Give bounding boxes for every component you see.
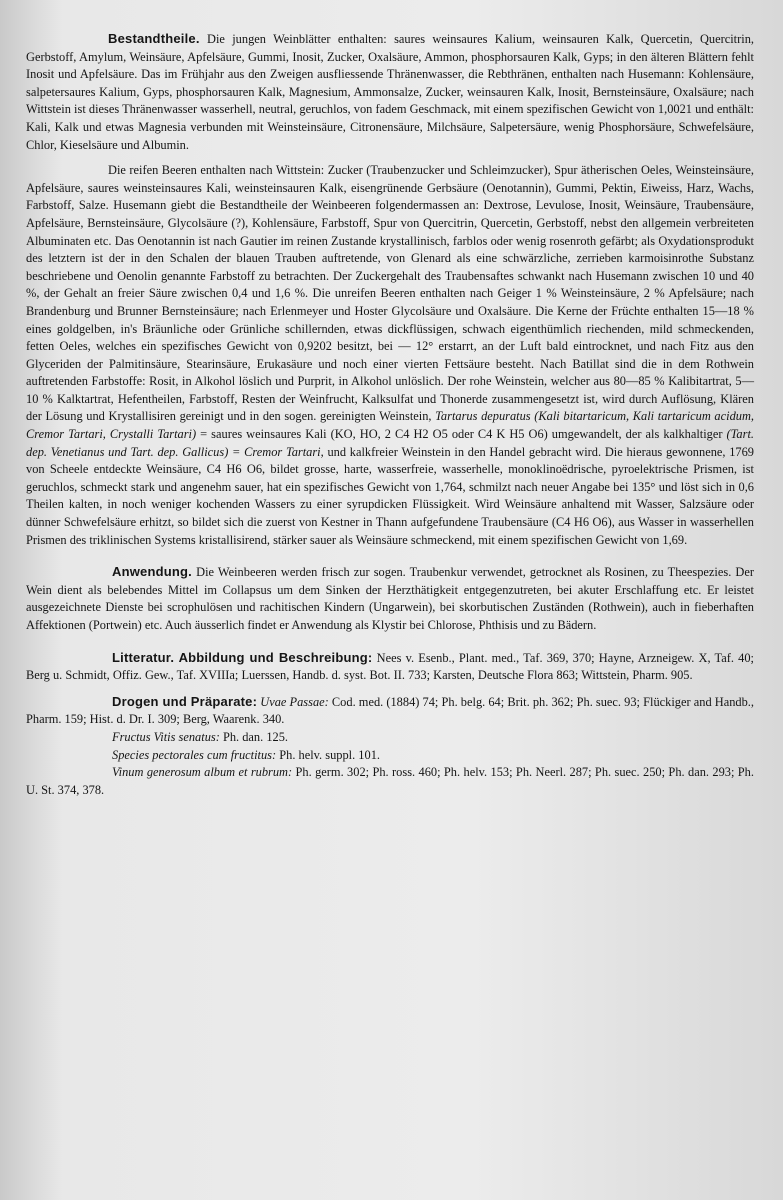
document-body bbox=[26, 30, 754, 799]
paragraph-litteratur bbox=[26, 649, 754, 685]
text-beeren-latin-1: Tartarus depuratus (Kali bitartaricum, Kali tartaricum acidum, Cremor Tartari, Crystalli Tartari) bbox=[26, 409, 755, 442]
label-uvae-passae: Uvae Passae: bbox=[260, 694, 329, 709]
label-species-pectorales: Species pectorales cum fructitus: bbox=[112, 747, 277, 762]
heading-litteratur: Litteratur. Abbildung und Beschreibung: bbox=[112, 649, 373, 665]
label-vinum-generosum: Vinum generosum album et rubrum: bbox=[112, 765, 293, 780]
text-fructus-vitis: Ph. dan. 125. bbox=[222, 729, 289, 744]
heading-anwendung: Anwendung. bbox=[112, 564, 192, 580]
paragraph-drogen bbox=[26, 693, 754, 729]
text-species-pectorales: Ph. helv. suppl. 101. bbox=[279, 747, 380, 762]
text-uvae-passae: Cod. med. (1884) 74; Ph. belg. 64; Brit. ph. 362; Ph. suec. 93; Flückiger and Handb., Pharm. 159; Hist. d. Dr. I. 309; Berg, Waarenk. 340. bbox=[26, 694, 754, 727]
text-beeren-part-a: Die reifen Beeren enthalten nach Wittstein: Zucker (Traubenzucker und Schleimzucker), Spur ätherischen Oeles, Weinsteinsäure, Apfelsäure, saures weinsteinsaures Kali, weinsteinsauren Kalk, eisengrünende Gerbsäure (Oenotannin), Gummi, Pektin, Eiweiss, Harz, Wachs, Farbstoff, Salze. Husemann giebt die Bestandtheile der Weinbeeren folgendermassen an: Dextrose, Levulose, Inosit, Weinsäure, Traubensäure, Apfelsäure, Bernsteinsäure, Glycolsäure (?), Kohlensäure, Farbstoff, Spur von Quercitrin, Quercetin, Gerbstoff, nebst den allgemein verbreiteten Albuminaten etc. Das Oenotannin ist nach Gautier im reinen Zustande krystallinisch, farblos oder wenig rosenroth gefärbt; als Oxydationsprodukt des letztern ist der in den Schalen der blauen Trauben auftretende, von Glenard als eine schwärzliche, zerrieben karmoisinrothe Substanz beschriebene und Oenolin genannte Farbstoff zu betrachten. Der Zuckergehalt des Traubensaftes schwankt nach Husemann zwischen 10 und 40 %, der Gehalt an freier Säure zwischen 0,4 und 1,6 %. Die unreifen Beeren enthalten nach Geiger 1 % Weinsteinsäure, 2 % Apfelsäure; nach Brandenburg und Brunner Bernsteinsäure; nach Erlenmeyer und Hoster Glycolsäure und Oxalsäure. Die Kerne der Früchte enthalten 15—18 % eines goldgelben, in's Bräunliche oder Grünliche schillernden, etwas dickflüssigen, schwach eigenthümlich riechenden, mild schmeckenden, fetten Oeles, welches ein spezifisches Gewicht von 0,9202 besitzt, bei — 12° erstarrt, an der Luft bald eintrocknet, und nach Fitz aus den Glyceriden der Palmitinsäure, Stearinsäure, Erukasäure und noch einer vierten Fettsäure besteht. Nach Batillat sind die in dem Rothwein auftretenden Farbstoffe: Rosit, in Alkohol löslich und Purprit, in Alkohol unlöslich. Der rohe Weinstein, welcher aus 80—85 % Kalibitartrat, 5—10 % Kalktartrat, Hefentheilen, Farbstoff, Resten der Weinfrucht, Kalksulfat und Thonerde zusammengesetzt ist, wird durch Auflösung, Klären der Lösung und Krystallisiren gereinigt und in den sogen. gereinigten Weinstein, bbox=[26, 163, 754, 424]
text-beeren-latin-2: (Tart. dep. Venetianus und Tart. dep. Gallicus) = Cremor Tartari, bbox=[26, 427, 754, 459]
text-vinum-generosum: Ph. germ. 302; Ph. ross. 460; Ph. helv. 153; Ph. Neerl. 287; Ph. suec. 250; Ph. dan. 293; Ph. U. St. 374, 378. bbox=[26, 765, 754, 797]
label-fructus-vitis: Fructus Vitis senatus: bbox=[112, 729, 220, 744]
text-anwendung: Die Weinbeeren werden frisch zur sogen. Traubenkur verwendet, getrocknet als Rosinen, zu Theespezies. Der Wein dient als belebendes Mittel im Collapsus um dem Sinken der Herzthätigkeit entgegenzutreten, bei akuter Erschlaffung etc. Er leistet ausgezeichnete Dienste bei scrophulösen und rachitischen Kindern (Ungarwein), bei skorbutischen Zuständen (Rothwein), auch in fieberhaften Affektionen (Portwein) etc. Auch äusserlich findet er Anwendung als Klystir bei Chlorose, Phthisis und zu Bädern. bbox=[26, 565, 754, 632]
paragraph-beeren bbox=[26, 162, 754, 549]
paragraph-anwendung bbox=[26, 563, 754, 634]
entry-species-pectorales bbox=[26, 747, 754, 765]
heading-drogen: Drogen und Präparate: bbox=[112, 693, 258, 709]
text-litteratur: Nees v. Esenb., Plant. med., Taf. 369, 370; Hayne, Arzneigew. X, Taf. 40; Berg u. Schmidt, Offiz. Gew., Taf. XVIIIa; Luerssen, Handb. d. syst. Bot. II. 733; Karsten, Deutsche Flora 863; Wittstein, Pharm. 905. bbox=[26, 650, 754, 683]
text-beeren-part-c: und kalkfreier Weinstein in den Handel gebracht wird. Die hieraus gewonnene, 1769 von Scheele entdeckte Weinsäure, C4 H6 O6, bildet grosse, harte, wasserfreie, wasserhelle, monoklinoëdrische, pyroelektrische Prismen, ist geruchlos, schmeckt stark und angenehm sauer, hat ein spezifisches Gewicht von 1,764, schmilzt nach neuer Angabe bei 135° und löst sich in 0,6 Theilen kalten, in noch weniger kochenden Wassers zu einer syrupdicken Flüssigkeit. Wird Weinsäure anhaltend mit Wasser, Salzsäure oder dünner Schwefelsäure erhitzt, so bildet sich die zuerst von Kestner in Thann aufgefundene Traubensäure (C4 H6 O6), aus Wasser in wasserhellen Prismen des triklinischen Systems kristallisirend, stärker sauer als Weinsäure schmeckend, mit einem spezifischen Gewicht von 1,69. bbox=[26, 444, 754, 547]
heading-bestandtheile: Bestandtheile. bbox=[108, 31, 200, 46]
text-beeren-part-b: = saures weinsaures Kali (KO, HO, 2 C4 H2 O5 oder C4 K H5 O6) umgewandelt, der als kalkhaltiger bbox=[200, 427, 723, 442]
entry-fructus-vitis bbox=[26, 729, 754, 747]
text-bestandtheile-leaves: Die jungen Weinblätter enthalten: saures weinsaures Kalium, weinsauren Kalk, Quercetin, Quercitrin, Gerbstoff, Amylum, Weinsäure, Apfelsäure, Gummi, Inosit, Zucker, Oxalsäure, Ammon, phosphorsauren Kalk, Gyps; in den älteren Blättern fehlt Inosit und Apfelsäure. Das im Frühjahr aus den Zweigen ausfliessende Thränenwasser, die Rebthränen, enthalten nach Husemann: Kohlensäure, salpetersaures Kalium, Gyps, phosphorsauren Kalk, Magnesium, Ammonsalze, Zucker, weinsauren Kalk, Inosit, Bernsteinsäure, Oxalsäure; nach Wittstein ist dieses Thränenwasser wasserhell, neutral, geruchlos, von fadem Geschmack, mit einem spezifischen Gewicht von 1,0021 und enthält: Kali, Kalk und etwas Magnesia verbunden mit Weinsteinsäure, Citronensäure, Milchsäure, Salpetersäure, wenig Phosphorsäure, Schwefelsäure, Chlor, Kieselsäure und Albumin. bbox=[26, 32, 754, 152]
entry-vinum-generosum bbox=[26, 764, 754, 799]
paragraph-bestandtheile bbox=[26, 30, 754, 154]
